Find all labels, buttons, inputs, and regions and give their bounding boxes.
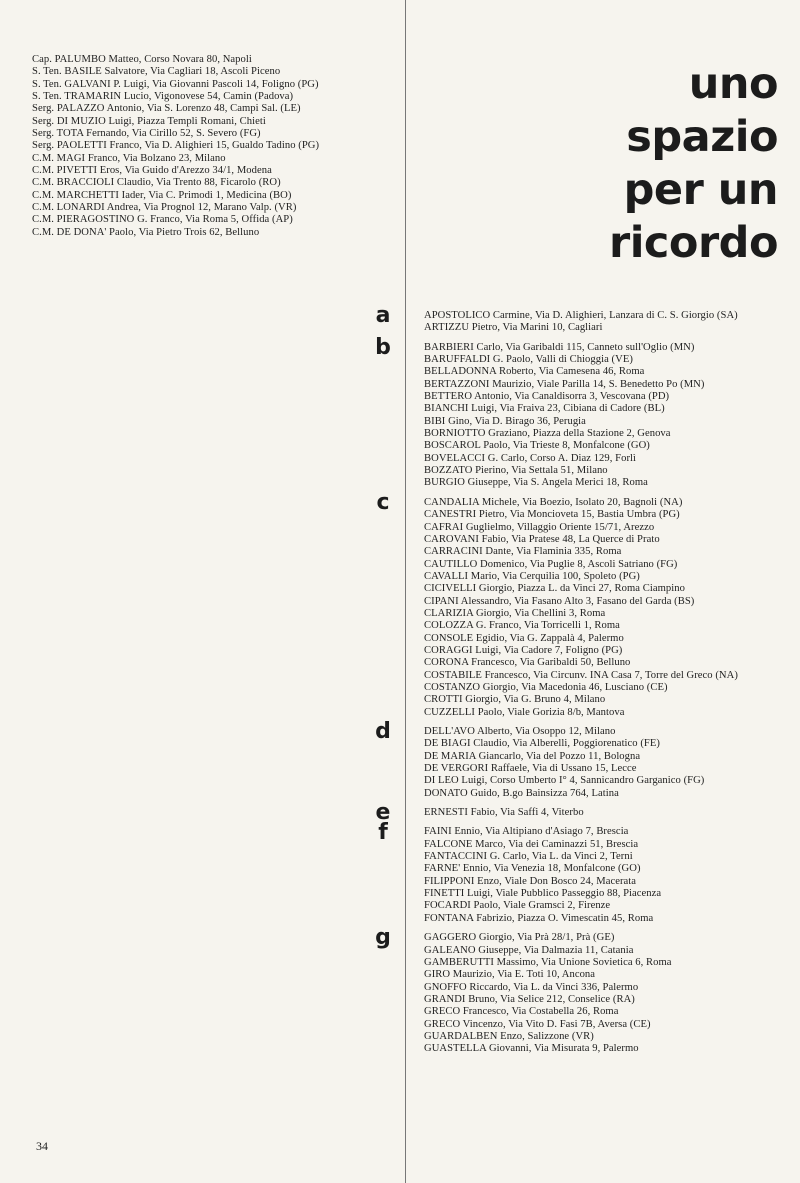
name-entry: GIRO Maurizio, Via E. Toti 10, Ancona [424, 969, 596, 981]
name-entry: DE MARIA Giancarlo, Via del Pozzo 11, Bologna [424, 750, 641, 762]
section-letter-a: a [375, 303, 391, 328]
officer-entry: Serg. PALAZZO Antonio, Via S. Lorenzo 48, Campi Sal. (LE) [32, 103, 301, 115]
name-entry: BOSCAROL Paolo, Via Trieste 8, Monfalcone (GO) [424, 440, 650, 452]
names-list [424, 310, 794, 1056]
page-number: 34 [36, 1139, 48, 1153]
name-entry: BIANCHI Luigi, Via Fraiva 23, Cibiana di Cadore (BL) [424, 403, 665, 415]
name-entry: COSTANZO Giorgio, Via Macedonia 46, Lusciano (CE) [424, 681, 668, 693]
name-entry: FARNE' Ennio, Via Venezia 18, Monfalcone (GO) [424, 863, 641, 875]
name-entry: CROTTI Giorgio, Via G. Bruno 4, Milano [424, 694, 606, 706]
officers-list [32, 54, 402, 239]
name-entry: GUARDALBEN Enzo, Salizzone (VR) [424, 1030, 594, 1042]
name-entry: BURGIO Giuseppe, Via S. Angela Merici 18, Roma [424, 477, 648, 489]
name-entry: FONTANA Fabrizio, Piazza O. Vimescatin 45, Roma [424, 912, 654, 924]
officer-entry: C.M. LONARDI Andrea, Via Prognol 12, Marano Valp. (VR) [32, 202, 297, 214]
name-entry: BARUFFALDI G. Paolo, Valli di Chioggia (VE) [424, 354, 633, 366]
section-letter-f: f [378, 819, 388, 845]
name-entry: GRECO Vincenzo, Via Vito D. Fasi 7B, Aversa (CE) [424, 1018, 651, 1030]
officer-entry: C.M. MAGI Franco, Via Bolzano 23, Milano [32, 152, 226, 164]
officer-entry: C.M. PIVETTI Eros, Via Guido d'Arezzo 34/1, Modena [32, 165, 272, 177]
name-entry: CARRACINI Dante, Via Flaminia 335, Roma [424, 546, 622, 558]
name-entry: BOVELACCI G. Carlo, Corso A. Diaz 129, Forlì [424, 452, 637, 464]
title-line: spazio [626, 112, 778, 162]
name-entry: GAGGERO Giorgio, Via Prà 28/1, Prà (GE) [424, 932, 615, 944]
name-entry: FILIPPONI Enzo, Viale Don Bosco 24, Macerata [424, 875, 637, 887]
name-entry: FINETTI Luigi, Viale Pubblico Passeggio 88, Piacenza [424, 888, 662, 900]
name-entry: CAVALLI Mario, Via Cerquilia 100, Spoleto (PG) [424, 570, 640, 582]
officer-entry: C.M. PIERAGOSTINO G. Franco, Via Roma 5, Offida (AP) [32, 214, 293, 226]
section-letter-c: c [376, 489, 390, 515]
name-entry: CORONA Francesco, Via Garibaldi 50, Belluno [424, 657, 631, 669]
name-entry: CONSOLE Egidio, Via G. Zappalà 4, Palermo [424, 632, 624, 644]
section-letter-g: g [375, 925, 391, 951]
name-entry: BARBIERI Carlo, Via Garibaldi 115, Canneto sull'Oglio (MN) [424, 341, 695, 353]
name-entry: BELLADONNA Roberto, Via Camesena 46, Roma [424, 366, 645, 378]
name-entry: CAFRAI Guglielmo, Villaggio Oriente 15/71, Arezzo [424, 521, 655, 533]
name-entry: CANDALIA Michele, Via Boezio, Isolato 20, Bagnoli (NA) [424, 496, 683, 508]
name-entry: APOSTOLICO Carmine, Via D. Alighieri, Lanzara di C. S. Giorgio (SA) [424, 310, 738, 321]
officer-entry: Serg. PAOLETTI Franco, Via D. Alighieri 15, Gualdo Tadino (PG) [32, 140, 320, 152]
name-entry: BETTERO Antonio, Via Canaldisorra 3, Vescovana (PD) [424, 391, 670, 403]
name-entry: CUZZELLI Paolo, Viale Gorizia 8/b, Mantova [424, 706, 625, 718]
name-entry: FALCONE Marco, Via dei Caminazzi 51, Brescia [424, 838, 639, 850]
name-entry: DONATO Guido, B.go Bainsizza 764, Latina [424, 787, 619, 799]
name-entry: BIBI Gino, Via D. Birago 36, Perugia [424, 415, 586, 427]
name-entry: FANTACCINI G. Carlo, Via L. da Vinci 2, Terni [424, 851, 633, 863]
name-entry: FAINI Ennio, Via Altipiano d'Asiago 7, Brescia [424, 826, 629, 838]
officer-entry: C.M. BRACCIOLI Claudio, Via Trento 88, Ficarolo (RO) [32, 177, 281, 189]
name-entry: DELL'AVO Alberto, Via Osoppo 12, Milano [424, 726, 616, 737]
title-line: uno [688, 59, 778, 109]
name-entry: CLARIZIA Giorgio, Via Chellini 3, Roma [424, 607, 606, 619]
name-entry: GNOFFO Riccardo, Via L. da Vinci 336, Palermo [424, 981, 639, 993]
officer-entry: Cap. PALUMBO Matteo, Corso Novara 80, Napoli [32, 54, 252, 65]
name-entry: ERNESTI Fabio, Via Saffi 4, Viterbo [424, 807, 584, 819]
officer-entry: Serg. DI MUZIO Luigi, Piazza Templi Romani, Chieti [32, 115, 266, 127]
name-entry: FOCARDI Paolo, Viale Gramsci 2, Firenze [424, 900, 611, 912]
name-entry: GAMBERUTTI Massimo, Via Unione Sovietica 6, Roma [424, 956, 672, 968]
section-letter-b: b [375, 334, 391, 360]
name-entry: BOZZATO Pierino, Via Settala 51, Milano [424, 465, 608, 477]
name-entry: CORAGGI Luigi, Via Cadore 7, Foligno (PG) [424, 644, 623, 656]
section-letter-d: d [375, 719, 391, 745]
officer-entry: C.M. DE DONA' Paolo, Via Pietro Trois 62, Belluno [32, 226, 260, 238]
section-letter-e: e [375, 800, 391, 826]
name-entry: CAUTILLO Domenico, Via Puglie 8, Ascoli Satriano (FG) [424, 558, 678, 570]
officer-entry: S. Ten. TRAMARIN Lucio, Vigonovese 54, Camin (Padova) [32, 91, 294, 103]
name-entry: CICIVELLI Giorgio, Piazza L. da Vinci 27, Roma Ciampino [424, 583, 685, 595]
officer-entry: C.M. MARCHETTI Iader, Via C. Primodi 1, Medicina (BO) [32, 189, 292, 201]
name-entry: ARTIZZU Pietro, Via Marini 10, Cagliari [424, 322, 603, 334]
title-line: per un [623, 165, 778, 215]
name-entry: COSTABILE Francesco, Via Circunv. INA Casa 7, Torre del Greco (NA) [424, 669, 738, 681]
name-entry: BERTAZZONI Maurizio, Viale Parilla 14, S. Benedetto Po (MN) [424, 378, 705, 390]
name-entry: DE BIAGI Claudio, Via Alberelli, Poggiorenatico (FE) [424, 738, 660, 750]
officer-entry: S. Ten. BASILE Salvatore, Via Cagliari 18, Ascoli Piceno [32, 66, 281, 78]
name-entry: COLOZZA G. Franco, Via Torricelli 1, Roma [424, 620, 620, 632]
name-entry: BORNIOTTO Graziano, Piazza della Stazione 2, Genova [424, 428, 671, 440]
name-entry: CAROVANI Fabio, Via Pratese 48, La Querce di Prato [424, 533, 660, 545]
name-entry: DE VERGORI Raffaele, Via di Ussano 15, Lecce [424, 763, 637, 775]
name-entry: DI LEO Luigi, Corso Umberto I° 4, Sannicandro Garganico (FG) [424, 775, 705, 787]
name-entry: GRANDI Bruno, Via Selice 212, Conselice (RA) [424, 993, 635, 1005]
column-divider [405, 0, 406, 1183]
name-entry: GUASTELLA Giovanni, Via Misurata 9, Palermo [424, 1043, 639, 1055]
name-entry: GRECO Francesco, Via Costabella 26, Roma [424, 1006, 619, 1018]
title-line: ricordo [608, 218, 778, 268]
name-entry: CANESTRI Pietro, Via Moncioveta 15, Bastia Umbra (PG) [424, 509, 680, 521]
name-entry: CIPANI Alessandro, Via Fasano Alto 3, Fasano del Garda (BS) [424, 595, 695, 607]
name-entry: GALEANO Giuseppe, Via Dalmazia 11, Catania [424, 944, 634, 956]
officer-entry: Serg. TOTA Fernando, Via Cirillo 52, S. Severo (FG) [32, 128, 261, 140]
officer-entry: S. Ten. GALVANI P. Luigi, Via Giovanni Pascoli 14, Foligno (PG) [32, 78, 319, 90]
page-title [609, 58, 778, 270]
